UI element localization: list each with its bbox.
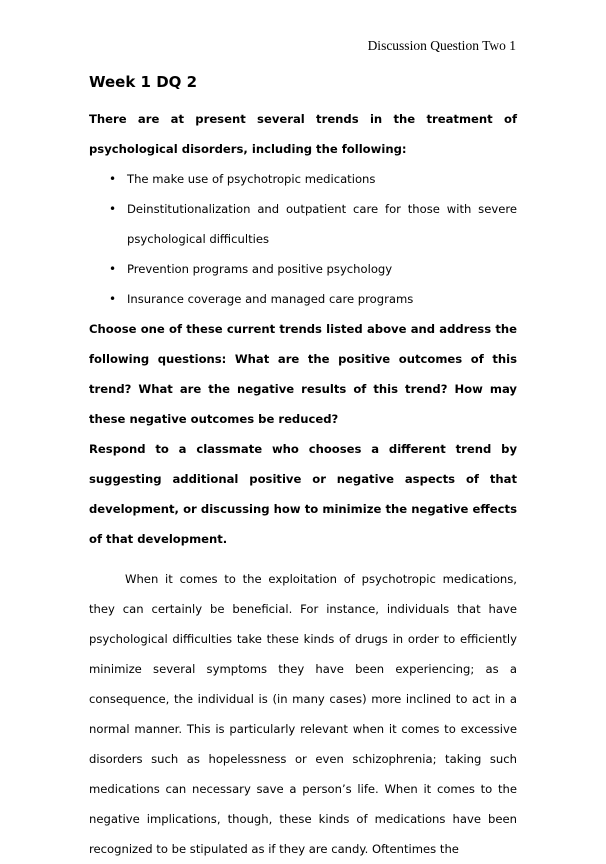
question-paragraph: Choose one of these current trends listed above and address the following questions: What are the positive outcomes of this trend? What are the negative results of this trend? How may these negative outcomes be reduced?: [89, 322, 517, 426]
bullet-icon: •: [109, 262, 117, 276]
list-item: [109, 194, 517, 254]
list-item-text: Insurance coverage and managed care programs: [127, 292, 414, 306]
bullet-icon: •: [109, 292, 117, 306]
list-item-text: Prevention programs and positive psychology: [127, 262, 393, 276]
list-item: [109, 164, 517, 194]
list-item-text: Deinstitutionalization and outpatient care for those with severe psychological difficulties: [127, 202, 517, 246]
bullet-icon: •: [109, 172, 117, 186]
respond-paragraph: Respond to a classmate who chooses a different trend by suggesting additional positive or negative aspects of that development, or discussing how to minimize the negative effects of that development.: [89, 442, 517, 546]
document-title: Week 1 DQ 2: [89, 73, 198, 91]
body-paragraph: When it comes to the exploitation of psychotropic medications, they can certainly be beneficial. For instance, individuals that have psychological difficulties take these kinds of drugs in order to efficiently minimize several symptoms they have been experiencing; as a consequence, the individual is (in many cases) more inclined to act in a normal manner. This is particularly relevant when it comes to excessive disorders such as hopelessness or even schizophrenia; taking such medications can necessary save a person’s life. When it comes to the negative implications, though, these kinds of medications have been recognized to be stipulated as if they are candy. Oftentimes the: [89, 572, 517, 856]
list-item: [109, 284, 517, 314]
bullet-icon: •: [109, 202, 117, 216]
running-header: Discussion Question Two 1: [367, 38, 516, 53]
document-content: [89, 72, 517, 864]
trend-list: [89, 164, 517, 314]
list-item: [109, 254, 517, 284]
intro-paragraph: There are at present several trends in the treatment of psychological disorders, including the following:: [89, 112, 517, 156]
list-item-text: The make use of psychotropic medications: [127, 172, 376, 186]
